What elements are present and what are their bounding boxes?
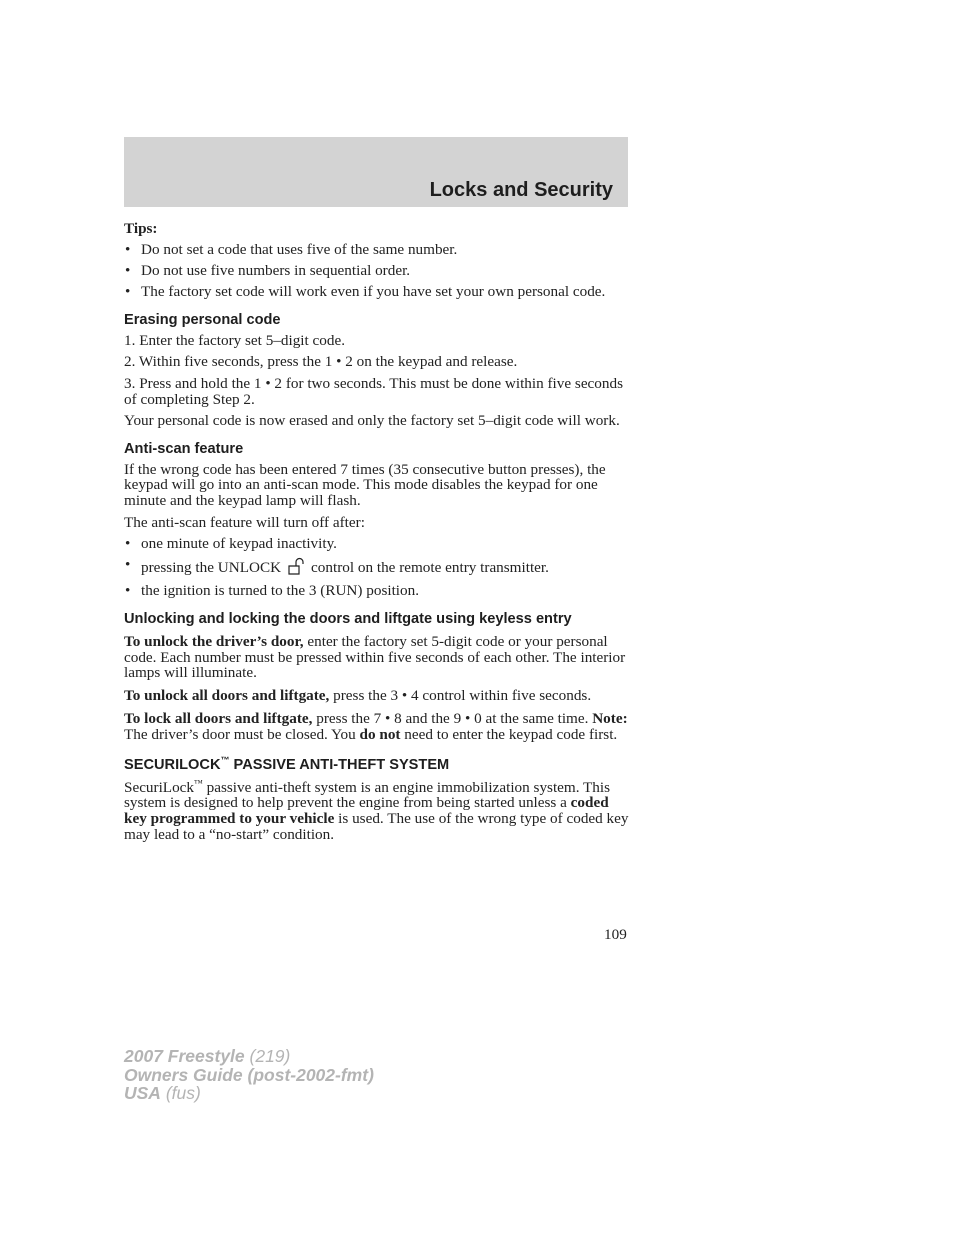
list-item [124,557,630,576]
unlock-all-text: press the 3 • 4 control within five seconds. [329,687,592,705]
securilock-heading-brand: SECURILOCK [124,756,221,773]
list-item: • one minute of keypad inactivity. [124,536,630,552]
antiscan-heading: Anti-scan feature [124,440,244,457]
list-item: • the ignition is turned to the 3 (RUN) position. [124,583,630,599]
unlock-icon [285,557,305,575]
securilock-paragraph [124,777,630,843]
erasing-step: 3. Press and hold the 1 • 2 for two seconds. This must be done within five seconds of completing Step 2. [124,374,623,408]
footer-market: USA [124,1083,161,1103]
tips-label: Tips: [124,220,158,237]
unlock-all-lead: To unlock all doors and liftgate, [124,687,330,705]
securilock-brand: SecuriLock [124,778,195,796]
securilock-text-end: is used. The use of the wrong type of coded key may lead to a “no-start” condition. [124,810,629,843]
section-title: Locks and Security [429,179,613,201]
unlock-text-before: pressing the UNLOCK [141,559,282,577]
list-item: • Do not set a code that uses five of the same number. [124,242,630,258]
page-content [124,221,630,848]
document-footer [124,1047,374,1103]
erasing-result: Your personal code is now erased and only the factory set 5–digit code will work. [124,411,620,429]
unlock-text-after: control on the remote entry transmitter. [311,559,549,577]
erasing-step: 1. Enter the factory set 5–digit code. [124,332,345,350]
list-item: • The factory set code will work even if you have set your own personal code. [124,284,630,300]
securilock-heading [124,754,630,774]
lock-all-paragraph [124,711,630,743]
footer-line-model [124,1047,374,1066]
erasing-heading: Erasing personal code [124,312,281,329]
antiscan-intro: The anti-scan feature will turn off after: [124,513,365,531]
page-number: 109 [604,926,627,943]
unlock-driver-lead: To unlock the driver’s door, [124,632,304,650]
footer-line-market [124,1084,374,1103]
unlock-driver-text: enter the factory set 5-digit code or your personal code. Each number must be pressed within five seconds of each other. The interior lamps will illuminate. [124,632,626,682]
note-end-text: need to enter the keypad code first. [400,725,618,743]
securilock-text: passive anti-theft system is an engine immobilization system. This system is designed to help prevent the engine from being started unless a [124,778,611,812]
note-label: Note: [592,709,628,727]
antiscan-list [124,536,630,599]
footer-line-guide [124,1066,374,1085]
footer-model: 2007 Freestyle [124,1046,245,1066]
footer-market-code: (fus) [160,1083,201,1103]
trademark-symbol: ™ [194,777,203,788]
antiscan-paragraph: If the wrong code has been entered 7 times (35 consecutive button presses), the keypad will go into an anti-scan mode. This mode disables the keypad for one minute and the keypad lamp will flash. [124,460,606,510]
unlock-all-paragraph [124,688,630,704]
do-not-emphasis: do not [359,725,401,743]
securilock-heading-rest: PASSIVE ANTI-THEFT SYSTEM [229,756,450,773]
footer-guide: Owners Guide (post-2002-fmt) [124,1064,374,1085]
note-text: The driver’s door must be closed. You [124,725,360,743]
section-header-band [124,137,628,207]
erasing-step: 2. Within five seconds, press the 1 • 2 on the keypad and release. [124,353,518,371]
lock-all-text: press the 7 • 8 and the 9 • 0 at the same time. [312,709,593,727]
coded-key-emphasis: coded key programmed to your vehicle [124,794,609,828]
tips-list [124,242,630,300]
trademark-symbol: ™ [220,754,230,765]
list-item: • Do not use five numbers in sequential order. [124,263,630,279]
keyless-heading: Unlocking and locking the doors and liftgate using keyless entry [124,610,572,627]
footer-model-code: (219) [244,1046,291,1066]
unlock-driver-paragraph [124,634,630,681]
lock-all-lead: To lock all doors and liftgate, [124,709,313,727]
